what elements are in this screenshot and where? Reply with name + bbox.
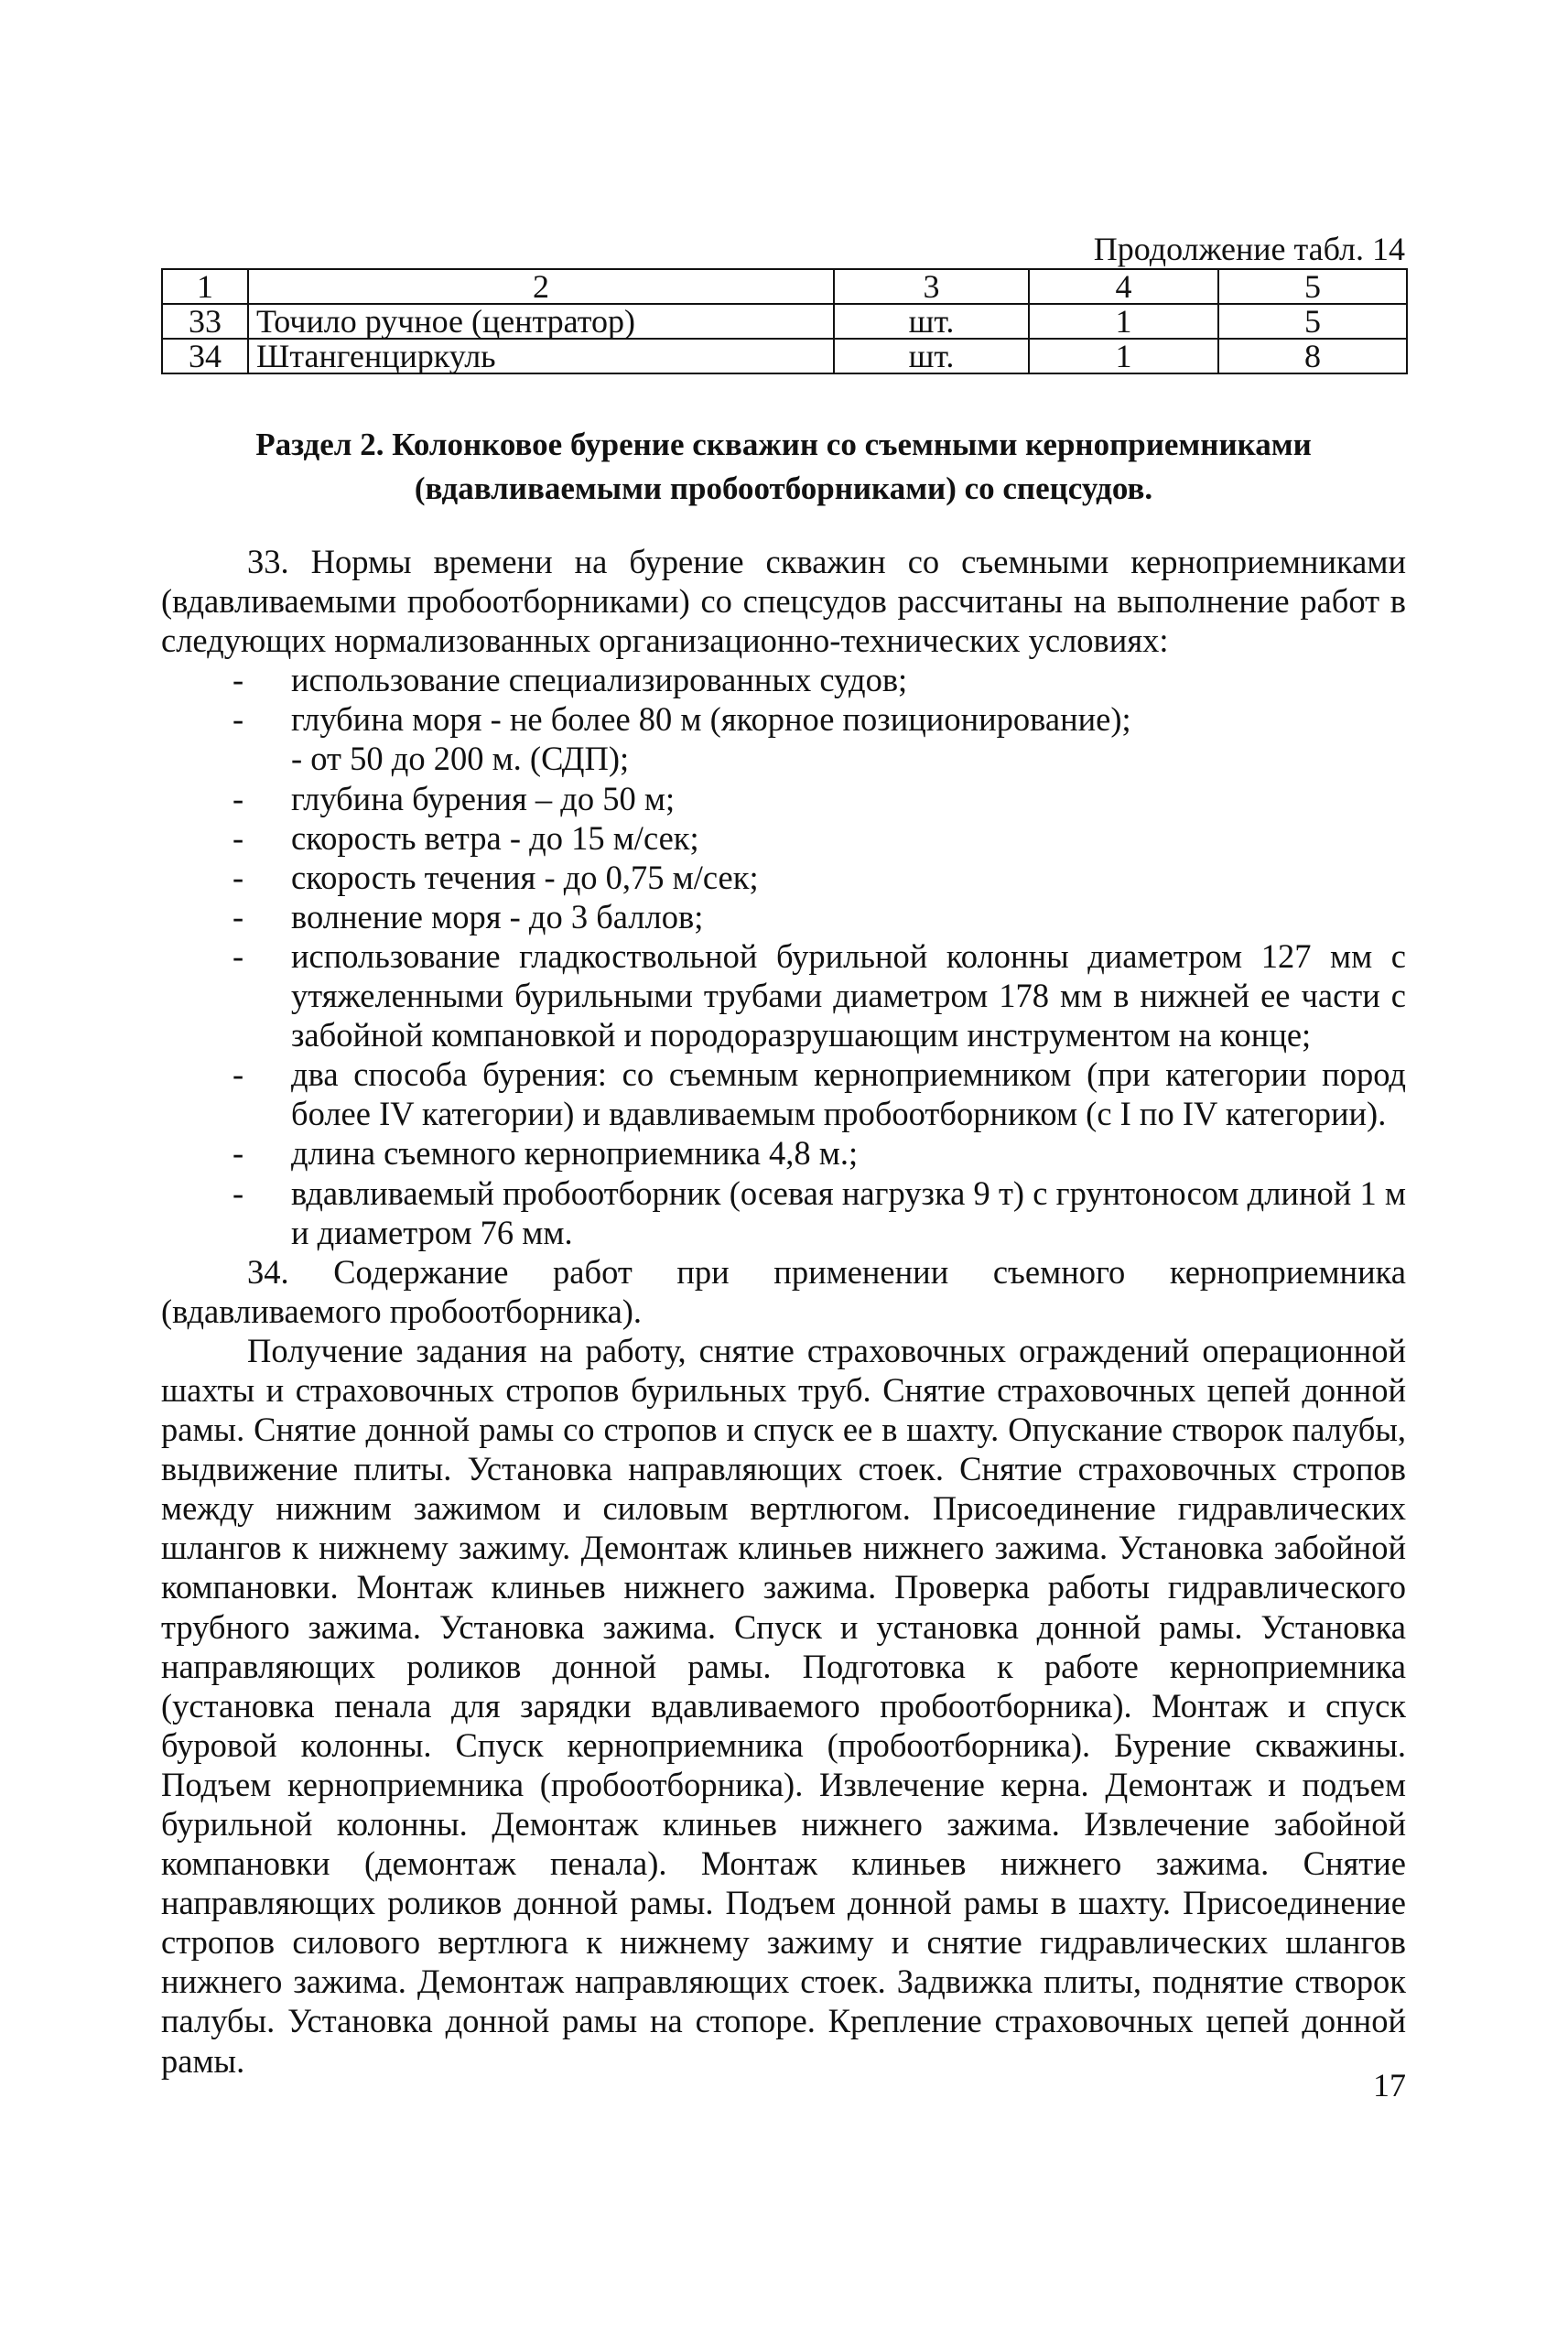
list-item xyxy=(161,936,1406,1054)
item-value: 8 xyxy=(1218,339,1407,373)
column-header: 4 xyxy=(1029,269,1218,304)
item-name: Штангенциркуль xyxy=(248,339,834,373)
list-item-text: два способа бурения: со съемным керноприемником (при категории пород более IV категории) и вдавливаемым пробоотборником (с I по IV категории). xyxy=(291,1055,1406,1133)
dash-marker: - xyxy=(232,1134,244,1173)
section-heading-line: Раздел 2. Колонковое бурение скважин со съемными керноприемниками xyxy=(255,427,1312,462)
section-heading xyxy=(161,423,1406,511)
table-row xyxy=(162,339,1407,373)
paragraph-33-intro: 33. Нормы времени на бурение скважин со съемными керноприемниками (вдавливаемыми пробоотборниками) со спецсудов рассчитаны на выполнение работ в следующих нормализованных организационно-технических условиях: xyxy=(161,543,1406,660)
section-heading-line: (вдавливаемыми пробоотборниками) со спецсудов. xyxy=(414,470,1153,506)
list-item xyxy=(161,660,1406,699)
list-item-text: использование гладкоствольной бурильной колонны диаметром 127 мм с утяжеленными бурильными трубами диаметром 178 мм в нижней ее части с забойной компановкой и породоразрушающим инструментом на конце; xyxy=(291,936,1406,1054)
list-item xyxy=(161,699,1406,739)
row-number: 34 xyxy=(162,339,248,373)
dash-marker: - xyxy=(232,1055,244,1094)
list-item xyxy=(161,818,1406,858)
list-item-text: глубина бурения – до 50 м; xyxy=(291,779,676,817)
equipment-table xyxy=(161,268,1408,374)
list-item-text: вдавливаемый пробоотборник (осевая нагрузка 9 т) с грунтоносом длиной 1 м и диаметром 76 мм. xyxy=(291,1173,1406,1251)
dash-marker: - xyxy=(232,897,244,935)
item-name: Точило ручное (центратор) xyxy=(248,304,834,339)
list-item-text: скорость течения - до 0,75 м/сек; xyxy=(291,858,759,896)
conditions-list xyxy=(161,660,1406,1251)
dash-marker: - xyxy=(232,818,244,857)
table-header-row xyxy=(162,269,1407,304)
list-item-text: скорость ветра - до 15 м/сек; xyxy=(291,818,699,857)
list-item xyxy=(161,1173,1406,1252)
paragraph-34-heading: 34. Содержание работ при применении съемного керноприемника (вдавливаемого пробоотборника). xyxy=(161,1252,1406,1330)
column-header: 3 xyxy=(834,269,1029,304)
body-text xyxy=(161,542,1406,2081)
paragraph-34-text: Получение задания на работу, снятие страховочных ограждений операционной шахты и страховочных стропов бурильных труб. Снятие страховочных цепей донной рамы. Снятие донной рамы со стропов и спуск ее в шахту. Опускание створок палубы, выдвижение плиты. Установка направляющих стоек. Снятие страховочных стропов между нижним зажимом и силовым вертлюгом. Присоединение гидравлических шлангов к нижнему зажиму. Демонтаж клиньев нижнего зажима. Установка забойной компановки. Монтаж клиньев нижнего зажима. Проверка работы гидравлического трубного зажима. Установка зажима. Спуск и установка донной рамы. Установка направляющих роликов донной рамы. Подготовка к работе керноприемника (установка пенала для зарядки вдавливаемого пробоотборника). Монтаж и спуск буровой колонны. Спуск керноприемника (пробоотборника). Бурение скважины. Подъем керноприемника (пробоотборника). Извлечение керна. Демонтаж и подъем бурильной колонны. Демонтаж клиньев нижнего зажима. Извлечение забойной компановки (демонтаж пенала). Монтаж клиньев нижнего зажима. Снятие направляющих роликов донной рамы. Подъем донной рамы в шахту. Присоединение стропов силового вертлюга к нижнему зажиму и снятие гидравлических шлангов нижнего зажима. Демонтаж направляющих стоек. Задвижка плиты, поднятие створок палубы. Установка донной рамы на стопоре. Крепление страховочных цепей донной рамы. xyxy=(161,1331,1406,2080)
list-item-text: длина съемного керноприемника 4,8 м.; xyxy=(291,1134,859,1173)
list-item-subline: - от 50 до 200 м. (СДП); xyxy=(291,740,630,778)
list-item xyxy=(161,858,1406,897)
item-quantity: 1 xyxy=(1029,339,1218,373)
page-number: 17 xyxy=(1373,2067,1406,2103)
list-item xyxy=(161,1133,1406,1173)
list-item xyxy=(161,779,1406,818)
dash-marker: - xyxy=(232,858,244,896)
list-item xyxy=(161,1054,1406,1133)
table-row xyxy=(162,304,1407,339)
table-continuation-label: Продолжение табл. 14 xyxy=(1093,231,1405,267)
list-item-text: использование специализированных судов; xyxy=(291,661,908,699)
dash-marker: - xyxy=(232,700,244,739)
column-header: 1 xyxy=(162,269,248,304)
dash-marker: - xyxy=(232,661,244,699)
item-unit: шт. xyxy=(834,304,1029,339)
dash-marker: - xyxy=(232,1173,244,1212)
list-item-text: глубина моря - не более 80 м (якорное позиционирование); xyxy=(291,700,1131,739)
list-item-text: волнение моря - до 3 баллов; xyxy=(291,897,704,935)
column-header: 5 xyxy=(1218,269,1407,304)
dash-marker: - xyxy=(232,779,244,817)
column-header: 2 xyxy=(248,269,834,304)
item-value: 5 xyxy=(1218,304,1407,339)
item-unit: шт. xyxy=(834,339,1029,373)
item-quantity: 1 xyxy=(1029,304,1218,339)
row-number: 33 xyxy=(162,304,248,339)
list-item xyxy=(161,897,1406,936)
dash-marker: - xyxy=(232,936,244,975)
